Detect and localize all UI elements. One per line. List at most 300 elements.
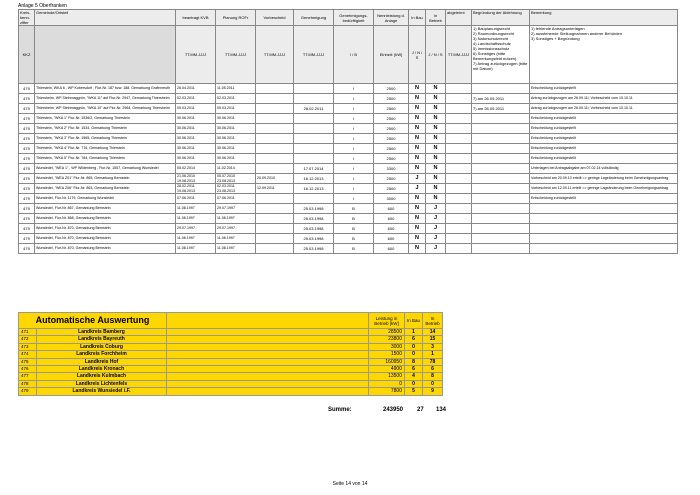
cell-ort: Wunsiedel, Flur-Nr. 867, Gemarkung Bernstein [35, 204, 176, 214]
summary-cell-spacer [167, 351, 369, 358]
table-row [19, 144, 678, 154]
cell-kw: 2500 [374, 144, 409, 154]
col-inbau: In Bau [409, 10, 426, 26]
cell-bem: Entscheidung zurückgestellt [530, 84, 678, 94]
summary-total-bau: 27 [417, 407, 424, 413]
cell-begr [472, 124, 530, 134]
summary-header-row [19, 313, 443, 329]
table-row [19, 224, 678, 234]
cell-ib: I [334, 184, 374, 194]
subheader-row [19, 26, 678, 84]
sub-gemeinde [35, 26, 176, 84]
table-row [19, 134, 678, 144]
cell-abg [446, 174, 472, 184]
cell-planung: 11.08.1997 [216, 244, 256, 254]
summary-spacer [167, 313, 369, 329]
cell-bau: N [409, 234, 426, 244]
summary-cell-betr: 0 [423, 380, 443, 387]
summary-row [19, 336, 443, 343]
col-bedurft: Genehmigungs-bedürftigkeit [334, 10, 374, 26]
cell-bau: N [409, 124, 426, 134]
cell-begr [472, 184, 530, 194]
cell-bem: Entscheidung zurückgestellt [530, 144, 678, 154]
cell-abg [446, 134, 472, 144]
cell-begr [472, 84, 530, 94]
cell-vorb [256, 214, 294, 224]
cell-beantragt: 29.07.1997 [176, 224, 216, 234]
summary-cell-kw: 3000 [369, 343, 405, 350]
cell-kkz: 479 [19, 174, 35, 184]
summary-col-bau: In Bau [405, 313, 423, 329]
summary-cell-kw: 0 [369, 380, 405, 387]
cell-vorb [256, 224, 294, 234]
cell-gen [294, 144, 334, 154]
summary-cell-nr: 474 [19, 351, 37, 358]
sub-date4: TT.MM.JJJJ [294, 26, 334, 84]
cell-begr [472, 144, 530, 154]
cell-betr: N [426, 134, 446, 144]
table-row [19, 234, 678, 244]
cell-ib: I [334, 84, 374, 94]
cell-ib: I [334, 114, 374, 124]
cell-abg [446, 184, 472, 194]
cell-gen: 25.03.1998 [294, 244, 334, 254]
cell-ort: Wunsiedel, Flur-Nr. 870, Gemarkung Bernstein [35, 234, 176, 244]
col-bemerkung: Bemerkung [530, 10, 678, 26]
cell-gen: 16.12.2013 [294, 174, 334, 184]
cell-bau: N [409, 104, 426, 114]
cell-gen: 16.12.2013 [294, 184, 334, 194]
summary-cell-betr: 14 [423, 329, 443, 336]
col-genehmigung: Genehmigung [294, 10, 334, 26]
cell-kw: 3000 [374, 194, 409, 204]
cell-kkz: 479 [19, 214, 35, 224]
sub-jns2: J / N / S [426, 26, 446, 84]
cell-ib: I [334, 174, 374, 184]
cell-kkz: 479 [19, 124, 35, 134]
cell-beantragt: 11.08.1997 [176, 244, 216, 254]
cell-begr [472, 204, 530, 214]
cell-planung: 02.03.2011 [216, 94, 256, 104]
summary-cell-name: Landkreis Coburg [37, 343, 167, 350]
cell-kkz: 479 [19, 164, 35, 174]
col-gemeinde: Gemeinde/Ortsteil [35, 10, 176, 26]
col-inbetrieb: In Betrieb [426, 10, 446, 26]
cell-beantragt: 30.06.2011 [176, 124, 216, 134]
sub-date2: TT.MM.JJJJ [216, 26, 256, 84]
cell-bem [530, 204, 678, 214]
summary-cell-nr: 478 [19, 380, 37, 387]
summary-cell-betr: 9 [423, 388, 443, 395]
cell-betr: J [426, 224, 446, 234]
cell-gen: 25.03.1998 [294, 204, 334, 214]
cell-ort: Thierstein, "WKA 1" Flur-Nr. 1536/2, Gemarkung Thierstein [35, 114, 176, 124]
cell-begr [472, 154, 530, 164]
table-row [19, 124, 678, 134]
cell-begr [472, 234, 530, 244]
cell-bem [530, 234, 678, 244]
summary-cell-bau: 6 [405, 336, 423, 343]
cell-beantragt: 11.08.1997 [176, 214, 216, 224]
summary-cell-betr: 15 [423, 336, 443, 343]
cell-kw: 2500 [374, 154, 409, 164]
cell-kw: 2500 [374, 114, 409, 124]
col-beantragt: beantragt KVB [176, 10, 216, 26]
cell-gen [294, 154, 334, 164]
cell-vorb [256, 104, 294, 114]
cell-vorb [256, 154, 294, 164]
summary-cell-spacer [167, 358, 369, 365]
summary-title: Automatische Auswertung [19, 313, 167, 329]
cell-planung: 02.03.2011 23.08.2013 [216, 184, 256, 194]
sheet-title: Anlage 5 Oberfranken [18, 3, 67, 9]
cell-vorb [256, 234, 294, 244]
cell-vorb [256, 194, 294, 204]
cell-bau: N [409, 214, 426, 224]
cell-bem: Antrag zurückgezogen am 26.09.11l; Vorbescheid vom 10.10.11 [530, 94, 678, 104]
summary-total-label: Summe: [328, 407, 352, 413]
table-row [19, 114, 678, 124]
cell-bau: N [409, 144, 426, 154]
summary-cell-kw: 4900 [369, 366, 405, 373]
cell-planung: 11.08.1997 [216, 234, 256, 244]
cell-ib: B [334, 244, 374, 254]
cell-kkz: 479 [19, 154, 35, 164]
cell-beantragt: 30.06.2011 [176, 114, 216, 124]
summary-cell-kw: 160950 [369, 358, 405, 365]
cell-begr [472, 164, 530, 174]
cell-bau: N [409, 154, 426, 164]
cell-kw: 600 [374, 224, 409, 234]
cell-abg [446, 164, 472, 174]
cell-betr: N [426, 174, 446, 184]
summary-cell-bau: 0 [405, 351, 423, 358]
summary-cell-name: Landkreis Wunsiedel i.F. [37, 388, 167, 395]
cell-betr: N [426, 114, 446, 124]
cell-bem: Vorbescheid am 20.09.10 erteilt => geringe Lageänderung beim Genehmigungsantrag [530, 174, 678, 184]
header-row [19, 10, 678, 26]
summary-cell-kw: 23800 [369, 336, 405, 343]
cell-vorb [256, 84, 294, 94]
cell-kkz: 479 [19, 114, 35, 124]
cell-betr: J [426, 234, 446, 244]
cell-begr [472, 214, 530, 224]
cell-abg [446, 214, 472, 224]
cell-ort: Wunsiedel, "WEA Z01" Flur-Nr. 865, Gemarkung Bernstein [35, 174, 176, 184]
cell-abg [446, 84, 472, 94]
cell-ib: B [334, 214, 374, 224]
sub-einheit: Einheit: [kW] [374, 26, 409, 84]
cell-kw: 600 [374, 244, 409, 254]
cell-ort: Wunsiedel, "WEA 1" , WP Wildenberg , Flur-Nr. 1557, Gemarkung Wunsiedel [35, 164, 176, 174]
sub-kkz: KKZ [19, 26, 35, 84]
summary-cell-betr: 3 [423, 343, 443, 350]
summary-cell-bau: 4 [405, 373, 423, 380]
cell-begr: 7) am 26.09.2011 [472, 104, 530, 114]
summary-row [19, 329, 443, 336]
cell-kw: 2500 [374, 174, 409, 184]
cell-kw: 2500 [374, 84, 409, 94]
cell-planung: 11.08.1997 [216, 214, 256, 224]
summary-cell-kw: 28500 [369, 329, 405, 336]
cell-ib: I [334, 144, 374, 154]
summary-cell-nr: 477 [19, 373, 37, 380]
cell-gen: 17.07.2014 [294, 164, 334, 174]
cell-vorb [256, 124, 294, 134]
cell-beantragt: 07.06.2011 [176, 194, 216, 204]
cell-begr [472, 194, 530, 204]
summary-cell-kw: 7800 [369, 388, 405, 395]
table-row [19, 164, 678, 174]
cell-ort: Wunsiedel, "WEA Z06" Flur-Nr. 863, Gemarkung Bernstein [35, 184, 176, 194]
cell-beantragt: 02.03.2011 [176, 94, 216, 104]
summary-cell-betr: 6 [423, 366, 443, 373]
cell-beantragt: 30.06.2011 [176, 154, 216, 164]
cell-beantragt: 11.08.1997 [176, 234, 216, 244]
cell-vorb [256, 204, 294, 214]
cell-bem: Unterlagen bei Antragsabgabe am 07.02.14 vollständig [530, 164, 678, 174]
table-row [19, 84, 678, 94]
table-row [19, 204, 678, 214]
cell-betr: N [426, 184, 446, 194]
cell-kkz: 479 [19, 94, 35, 104]
cell-bau: N [409, 194, 426, 204]
cell-betr: J [426, 244, 446, 254]
summary-total-betrieb: 134 [436, 407, 447, 413]
cell-kw: 2500 [374, 124, 409, 134]
summary-cell-spacer [167, 380, 369, 387]
col-kreis: Kreis-kenn-ziffer [19, 10, 35, 26]
table-row [19, 184, 678, 194]
cell-begr [472, 244, 530, 254]
cell-bau: N [409, 94, 426, 104]
summary-cell-name: Landkreis Lichtenfels [37, 380, 167, 387]
sub-date1: TT.MM.JJJJ [176, 26, 216, 84]
summary-cell-betr: 8 [423, 373, 443, 380]
cell-ib: I [334, 194, 374, 204]
summary-cell-bau: 5 [405, 388, 423, 395]
table-row [19, 214, 678, 224]
cell-kkz: 479 [19, 204, 35, 214]
summary-cell-spacer [167, 373, 369, 380]
cell-abg [446, 104, 472, 114]
cell-beantragt: 21.06.2010 19.08.2013 [176, 174, 216, 184]
summary-col-leistung: Leistung in Betrieb [kW] [369, 313, 405, 329]
cell-bem [530, 244, 678, 254]
summary-table [18, 312, 443, 396]
table-row [19, 104, 678, 114]
cell-abg [446, 144, 472, 154]
cell-ort: Thierstein, "WKA 2" Flur-Nr. 1534, Gemarkung Thierstein [35, 124, 176, 134]
cell-planung: 29.07.1997 [216, 204, 256, 214]
cell-betr: N [426, 84, 446, 94]
cell-ort: Thiersheim, WP Steinmaggrün, "WKA 11" auf Flur-Nr. 2947, Gemarkung Thiersheim [35, 94, 176, 104]
cell-bem: Antrag zurückgezogen am 26.09.11l; Vorbescheid vom 10.10.11 [530, 104, 678, 114]
table-row [19, 94, 678, 104]
cell-beantragt: 09.03.2011 [176, 104, 216, 114]
summary-cell-bau: 1 [405, 329, 423, 336]
col-begruendung: Begründung der Ablehnung [472, 10, 530, 26]
summary-cell-name: Landkreis Kulmbach [37, 373, 167, 380]
summary-cell-spacer [167, 343, 369, 350]
cell-bau: N [409, 164, 426, 174]
cell-bau: J [409, 184, 426, 194]
cell-gen: 25.03.1998 [294, 234, 334, 244]
summary-cell-bau: 0 [405, 343, 423, 350]
cell-vorb: 20.09.2010 [256, 174, 294, 184]
cell-beantragt: 11.08.1997 [176, 204, 216, 214]
begruendung-codes: 1) Bauplanungsrecht 2) Raumordnungsrecht 3) Naturschutzrecht 4) Landschaftsschutz 5) Immissionsschutz 6) Sonstiges (bitte Bemerkungsfeld nutzen) 7) Antrag zurückgezogen (bitte mit Datum) [472, 26, 530, 84]
cell-begr [472, 174, 530, 184]
cell-bau: N [409, 134, 426, 144]
cell-gen: 25.03.1998 [294, 214, 334, 224]
table-row [19, 244, 678, 254]
cell-gen [294, 114, 334, 124]
cell-gen [294, 124, 334, 134]
cell-abg [446, 224, 472, 234]
cell-kkz: 479 [19, 224, 35, 234]
cell-begr [472, 134, 530, 144]
cell-kw: 2500 [374, 104, 409, 114]
summary-cell-betr: 1 [423, 351, 443, 358]
cell-beantragt: 30.06.2011 [176, 134, 216, 144]
cell-ort: Wunsiedel, Flur-Nr. 868, Gemarkung Bernstein [35, 214, 176, 224]
summary-cell-nr: 475 [19, 358, 37, 365]
cell-planung: 07.06.2011 [216, 194, 256, 204]
cell-abg [446, 94, 472, 104]
cell-beantragt: 30.06.2011 [176, 144, 216, 154]
cell-vorb [256, 144, 294, 154]
sub-ib: I / B [334, 26, 374, 84]
cell-betr: N [426, 164, 446, 174]
cell-kw: 2500 [374, 184, 409, 194]
cell-kw: 2500 [374, 94, 409, 104]
cell-kkz: 479 [19, 234, 35, 244]
cell-bem: Entscheidung zurückgestellt [530, 134, 678, 144]
summary-cell-bau: 0 [405, 380, 423, 387]
cell-kw: 600 [374, 204, 409, 214]
cell-bau: J [409, 174, 426, 184]
summary-cell-nr: 479 [19, 388, 37, 395]
cell-bau: N [409, 204, 426, 214]
cell-betr: N [426, 144, 446, 154]
summary-cell-spacer [167, 329, 369, 336]
cell-bau: N [409, 84, 426, 94]
col-vorbescheid: Vorbescheid [256, 10, 294, 26]
cell-vorb: 12.09.2011 [256, 184, 294, 194]
cell-gen [294, 94, 334, 104]
cell-vorb [256, 114, 294, 124]
summary-cell-kw: 13500 [369, 373, 405, 380]
summary-cell-nr: 472 [19, 336, 37, 343]
cell-kw: 2500 [374, 134, 409, 144]
summary-cell-name: Landkreis Hof [37, 358, 167, 365]
cell-betr: N [426, 94, 446, 104]
cell-beantragt: 26.04.2011 [176, 84, 216, 94]
summary-cell-betr: 78 [423, 358, 443, 365]
summary-cell-name: Landkreis Forchheim [37, 351, 167, 358]
cell-kkz: 479 [19, 104, 35, 114]
sub-date3: TT.MM.JJJJ [256, 26, 294, 84]
cell-beantragt: 28.02.2011 19.08.2013 [176, 184, 216, 194]
cell-betr: N [426, 104, 446, 114]
cell-ib: I [334, 164, 374, 174]
cell-planung: 29.07.1997 [216, 224, 256, 234]
col-abgelehnt: abgelehnt [446, 10, 472, 26]
cell-bem: Entscheidung zurückgestellt [530, 124, 678, 134]
cell-beantragt: 05.02.2014 [176, 164, 216, 174]
cell-ort: Thierstein, "WKA 4" Flur-Nr. 776, Gemarkung Thierstein [35, 144, 176, 154]
summary-cell-name: Landkreis Bayreuth [37, 336, 167, 343]
cell-planung: 11.02.2014 [216, 164, 256, 174]
col-planung: Planung ROFr [216, 10, 256, 26]
cell-ib: I [334, 134, 374, 144]
cell-ort: Thierstein, "WKA 3" Flur-Nr. 1565, Gemarkung Thierstein [35, 134, 176, 144]
cell-ib: I [334, 94, 374, 104]
cell-planung: 30.06.2011 [216, 114, 256, 124]
cell-kkz: 479 [19, 134, 35, 144]
summary-cell-spacer [167, 336, 369, 343]
cell-bau: N [409, 114, 426, 124]
cell-bau: N [409, 224, 426, 234]
cell-kw: 600 [374, 214, 409, 224]
cell-vorb [256, 164, 294, 174]
cell-ort: Thierstein, "WKA 5" Flur-Nr. 784, Gemarkung Thierstein [35, 154, 176, 164]
cell-kw: 600 [374, 234, 409, 244]
cell-ib: B [334, 234, 374, 244]
sub-jns1: J / N / S [409, 26, 426, 84]
cell-abg [446, 244, 472, 254]
col-leistung: Nennleistung d. Anlage [374, 10, 409, 26]
cell-gen [294, 84, 334, 94]
cell-vorb [256, 244, 294, 254]
summary-row [19, 388, 443, 395]
cell-kw: 3300 [374, 164, 409, 174]
cell-planung: 30.06.2011 [216, 144, 256, 154]
cell-abg [446, 194, 472, 204]
cell-gen [294, 134, 334, 144]
cell-abg [446, 204, 472, 214]
cell-betr: N [426, 154, 446, 164]
bemerkung-codes: 1) fehlende Antragsunterlagen 2) ausstehende Stellungnahmen anderer Behörden 3) Sonstiges + Begründung [530, 26, 678, 84]
summary-cell-nr: 471 [19, 329, 37, 336]
table-row [19, 174, 678, 184]
cell-begr: 7) am 26.09.2011 [472, 94, 530, 104]
summary-row [19, 358, 443, 365]
cell-gen: 28.02.2011 [294, 104, 334, 114]
cell-bau: N [409, 244, 426, 254]
cell-abg [446, 234, 472, 244]
summary-cell-bau: 8 [405, 358, 423, 365]
cell-begr [472, 224, 530, 234]
summary-cell-name: Landkreis Kronach [37, 366, 167, 373]
cell-bem: Entscheidung zurückgestellt [530, 114, 678, 124]
summary-cell-nr: 473 [19, 343, 37, 350]
summary-cell-kw: 1500 [369, 351, 405, 358]
sub-date5: TT.MM.JJJJ [446, 26, 472, 84]
summary-cell-bau: 6 [405, 366, 423, 373]
cell-ib: I [334, 104, 374, 114]
summary-col-betrieb: In Betrieb [423, 313, 443, 329]
cell-ort: Wunsiedel, Flur-Nr. 870, Gemarkung Bernstein [35, 224, 176, 234]
cell-bem [530, 224, 678, 234]
cell-bem [530, 214, 678, 224]
table-row [19, 194, 678, 204]
cell-planung: 30.06.2011 [216, 154, 256, 164]
cell-ort: Thiersheim, WP Steinmaggrün, "WKA 10" auf Flur-Nr. 2964, Gemarkung Thiersheim [35, 104, 176, 114]
cell-ib: B [334, 204, 374, 214]
summary-row [19, 351, 443, 358]
